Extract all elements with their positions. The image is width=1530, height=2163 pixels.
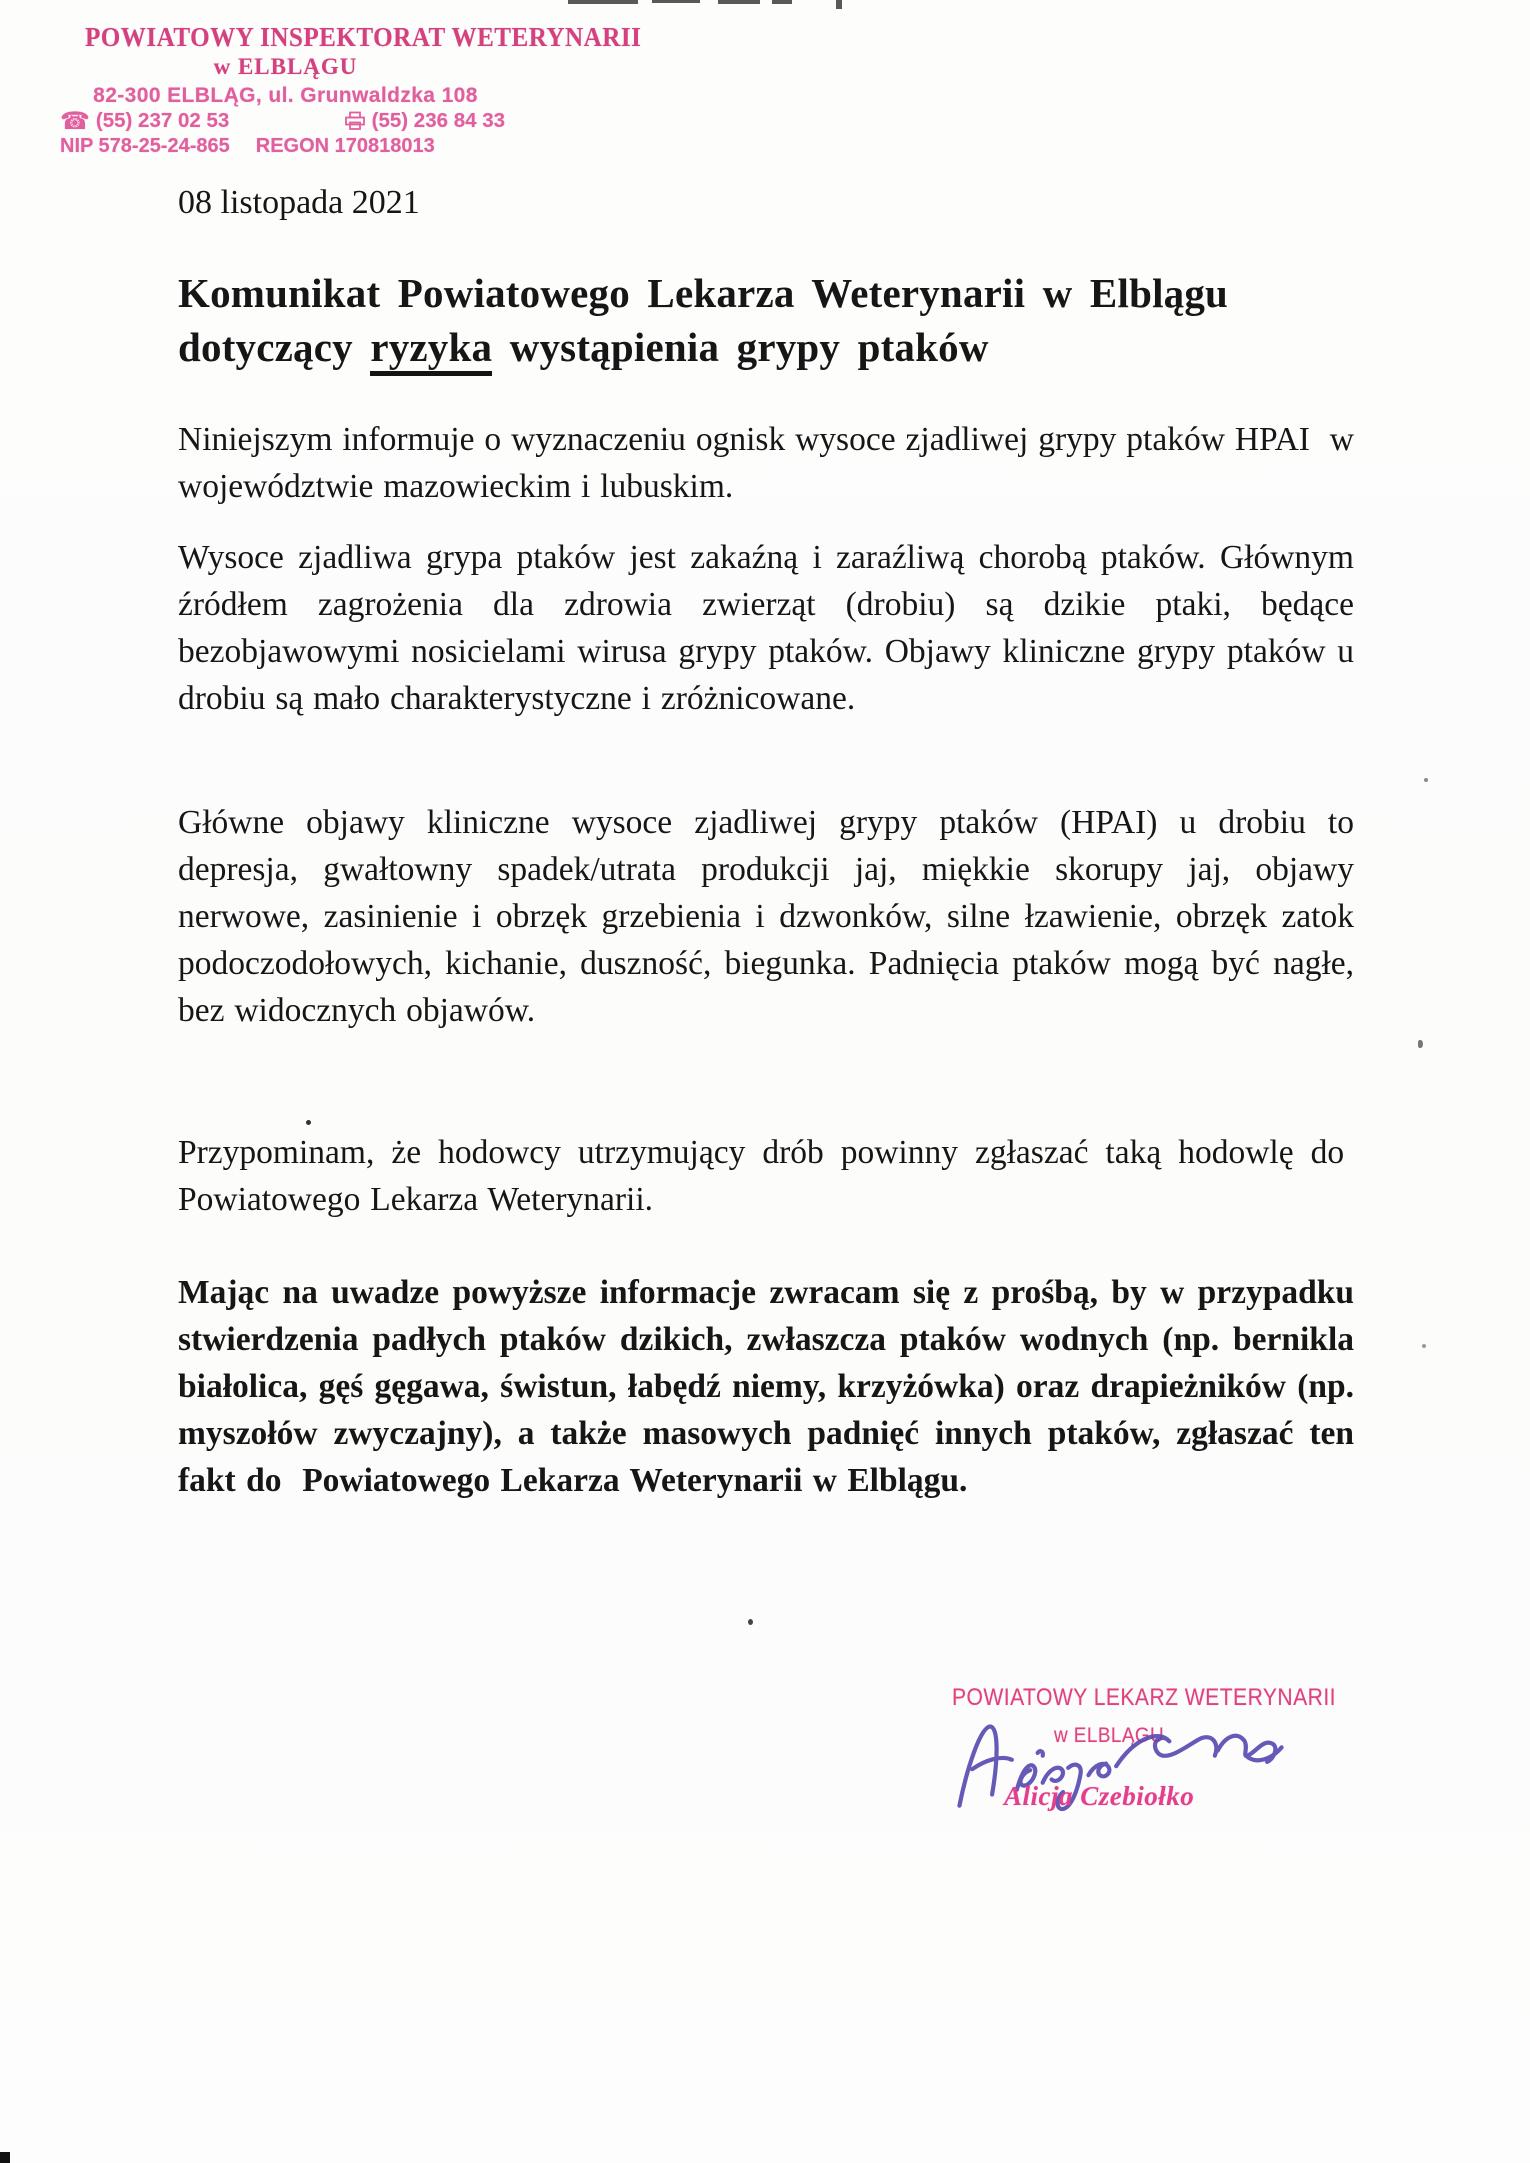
scan-edge-artifact: [652, 0, 700, 3]
office-phone-group: [60, 109, 229, 133]
scan-speck: [1424, 778, 1428, 782]
office-regon: REGON 170818013: [255, 135, 435, 157]
scan-speck: [1422, 1344, 1426, 1348]
paragraph-symptoms: Główne objawy kliniczne wysoce zjadliwej grypy ptaków (HPAI) u drobiu to depresja, gwałtowny spadek/utrata produkcji jaj, miękkie skorupy jaj, objawy nerwowe, zasinienie i obrzęk grzebienia i dzwonków, silne łzawienie, obrzęk zatok podoczodołowych, kichanie, duszność, biegunka. Padnięcia ptaków mogą być nagłe, bez widocznych objawów.: [178, 804, 1354, 1029]
scan-corner-artifact: [0, 2152, 10, 2163]
paragraph-intro: Niniejszym informuje o wyznaczeniu ognisk wysoce zjadliwej grypy ptaków HPAI w województwie mazowieckim i lubuskim.: [178, 421, 1354, 505]
paragraph-request-bold: Mając na uwadze powyższe informacje zwracam się z prośbą, by w przypadku stwierdzenia padłych ptaków dzikich, zwłaszcza ptaków wodnych (np. bernikla białolica, gęś gęgawa, świstun, łabędź niemy, krzyżówka) oraz drapieżników (np. myszołów zwyczajny), a także masowych padnięć innych ptaków, zgłaszać ten fakt do Powiatowego Lekarza Weterynarii w Elblągu.: [178, 1274, 1354, 1499]
fax-icon: [344, 111, 366, 131]
paragraph-disease-info: Wysoce zjadliwa grypa ptaków jest zakaźną i zaraźliwą chorobą ptaków. Głównym źródłem zagrożenia dla zdrowia zwierząt (drobiu) są dzikie ptaki, będące bezobjawowymi nosicielami wirusa grypy ptaków. Objawy kliniczne grypy ptaków u drobiu są mało charakterystyczne i zróżnicowane.: [178, 539, 1354, 717]
scan-edge-artifact: [568, 0, 638, 4]
signature-stamp-name: Alicja Czebiołko: [1004, 1781, 1195, 1811]
document-date: 08 listopada 2021: [178, 184, 420, 221]
signature-stamp-role: POWIATOWY LEKARZ WETERYNARII: [952, 1684, 1336, 1711]
scan-edge-artifact: [836, 0, 842, 9]
office-fax-group: [344, 109, 505, 133]
office-contact-row: [58, 109, 505, 133]
scan-speck: [1418, 1040, 1423, 1048]
scan-speck: [306, 1120, 311, 1125]
office-fax: (55) 236 84 33: [371, 109, 505, 132]
signature-block: [952, 1684, 1336, 1834]
phone-icon: ☎: [60, 107, 90, 135]
office-ids-row: [58, 135, 513, 158]
signature-stamp-city: w ELBLĄGU: [1054, 1724, 1165, 1747]
title-line2-after: wystąpienia grypy ptaków: [492, 324, 989, 370]
paragraph-reminder: Przypominam, że hodowcy utrzymujący drób powinny zgłaszać taką hodowlę do Powiatowego Lekarza Weterynarii.: [178, 1134, 1354, 1218]
office-header-stamp: [58, 22, 642, 158]
office-city: w ELBLĄGU: [213, 54, 358, 79]
title-underlined-word: ryzyka: [370, 324, 492, 376]
title-line1: Komunikat Powiatowego Lekarza Weterynarii w Elblągu: [178, 270, 1229, 316]
scan-speck: [748, 1619, 753, 1625]
title-line2-before: dotyczący: [178, 324, 371, 370]
office-name: POWIATOWY INSPEKTORAT WETERYNARII: [85, 22, 642, 52]
office-address: 82-300 ELBLĄG, ul. Grunwaldzka 108: [93, 84, 478, 107]
document-title: [178, 266, 1358, 374]
office-phone: (55) 237 02 53: [95, 109, 230, 132]
office-nip: NIP 578-25-24-865: [60, 135, 230, 157]
scan-edge-artifact: [772, 0, 792, 4]
scan-edge-artifact: [718, 0, 760, 4]
